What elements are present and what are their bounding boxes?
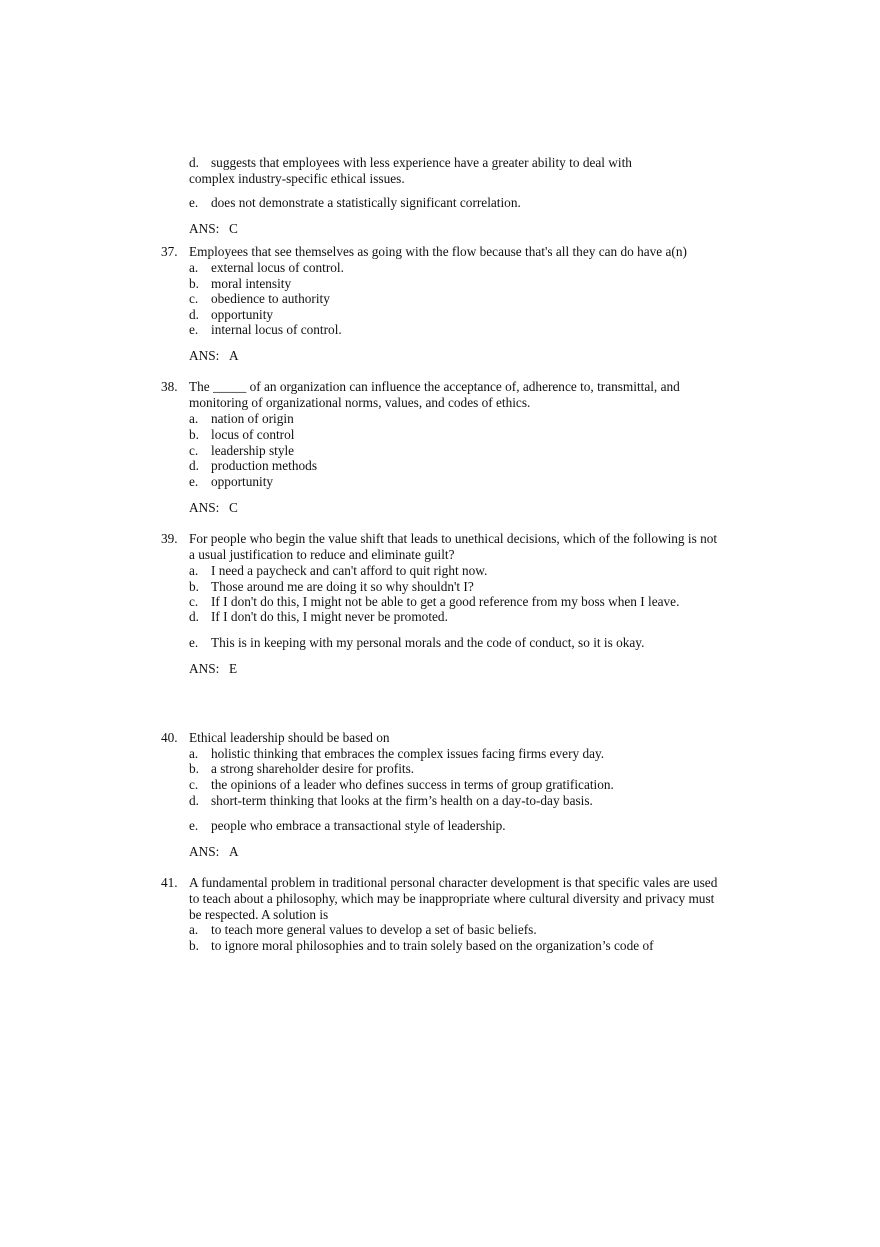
- option-text: suggests that employees with less experience have a greater ability to deal with: [211, 155, 632, 170]
- option-letter: e.: [189, 322, 199, 337]
- option-text: the opinions of a leader who defines success in terms of group gratification.: [211, 777, 614, 792]
- option-letter: e.: [189, 195, 199, 210]
- option-text: nation of origin: [211, 411, 294, 426]
- question-number: 37.: [161, 244, 178, 259]
- option-text: If I don't do this, I might never be promoted.: [211, 609, 448, 624]
- answer-value: C: [229, 221, 238, 236]
- option-letter: a.: [189, 563, 199, 578]
- option-letter: b.: [189, 579, 199, 594]
- option-letter: e.: [189, 635, 199, 650]
- option-letter: b.: [189, 276, 199, 291]
- option-letter: c.: [189, 777, 199, 792]
- question-stem: A fundamental problem in traditional personal character development is that specific vales are used: [189, 875, 718, 890]
- question-stem-continued: monitoring of organizational norms, values, and codes of ethics.: [189, 395, 531, 410]
- answer-value: E: [229, 661, 238, 676]
- option-letter: a.: [189, 411, 199, 426]
- option-letter: d.: [189, 307, 199, 322]
- option-text: external locus of control.: [211, 260, 344, 275]
- question-stem-continued: be respected. A solution is: [189, 907, 329, 922]
- option-text: locus of control: [211, 427, 295, 442]
- question-stem-continued: to teach about a philosophy, which may be inappropriate where cultural diversity and privacy must: [189, 891, 715, 906]
- option-text: to teach more general values to develop a set of basic beliefs.: [211, 922, 537, 937]
- question-stem: Employees that see themselves as going with the flow because that's all they can do have a(n): [189, 244, 687, 259]
- option-letter: b.: [189, 427, 199, 442]
- question-number: 41.: [161, 875, 178, 890]
- option-text-continued: complex industry-specific ethical issues.: [189, 171, 405, 186]
- option-text: Those around me are doing it so why shouldn't I?: [211, 579, 474, 594]
- option-text: leadership style: [211, 443, 295, 458]
- option-text: holistic thinking that embraces the complex issues facing firms every day.: [211, 746, 605, 761]
- option-letter: a.: [189, 922, 199, 937]
- answer-label: ANS:: [189, 221, 220, 236]
- option-letter: b.: [189, 938, 199, 953]
- question-stem: Ethical leadership should be based on: [189, 730, 390, 745]
- option-text: If I don't do this, I might not be able to get a good reference from my boss when I leave.: [211, 594, 680, 609]
- answer-label: ANS:: [189, 348, 220, 363]
- option-letter: d.: [189, 458, 199, 473]
- option-letter: e.: [189, 818, 199, 833]
- option-text: production methods: [211, 458, 317, 473]
- option-text: opportunity: [211, 307, 274, 322]
- option-letter: c.: [189, 443, 199, 458]
- answer-label: ANS:: [189, 500, 220, 515]
- option-text: to ignore moral philosophies and to train solely based on the organization’s code of: [211, 938, 654, 953]
- answer-value: A: [229, 348, 239, 363]
- option-letter: d.: [189, 155, 199, 170]
- question-stem-continued: a usual justification to reduce and eliminate guilt?: [189, 547, 455, 562]
- option-text: short-term thinking that looks at the firm’s health on a day-to-day basis.: [211, 793, 593, 808]
- option-letter: a.: [189, 260, 199, 275]
- option-letter: b.: [189, 761, 199, 776]
- option-letter: c.: [189, 594, 199, 609]
- question-number: 38.: [161, 379, 178, 394]
- question-stem: The _____ of an organization can influence the acceptance of, adherence to, transmittal, and: [189, 379, 680, 394]
- option-text: I need a paycheck and can't afford to quit right now.: [211, 563, 488, 578]
- question-number: 39.: [161, 531, 178, 546]
- option-text: internal locus of control.: [211, 322, 342, 337]
- option-text: does not demonstrate a statistically significant correlation.: [211, 195, 521, 210]
- option-letter: e.: [189, 474, 199, 489]
- option-letter: c.: [189, 291, 199, 306]
- option-letter: d.: [189, 793, 199, 808]
- option-text: obedience to authority: [211, 291, 330, 306]
- option-letter: a.: [189, 746, 199, 761]
- question-stem: For people who begin the value shift that leads to unethical decisions, which of the following is not: [189, 531, 718, 546]
- option-text: moral intensity: [211, 276, 292, 291]
- answer-value: C: [229, 500, 238, 515]
- answer-label: ANS:: [189, 661, 220, 676]
- option-letter: d.: [189, 609, 199, 624]
- option-text: This is in keeping with my personal morals and the code of conduct, so it is okay.: [211, 635, 645, 650]
- option-text: a strong shareholder desire for profits.: [211, 761, 415, 776]
- answer-label: ANS:: [189, 844, 220, 859]
- question-number: 40.: [161, 730, 178, 745]
- option-text: people who embrace a transactional style of leadership.: [211, 818, 506, 833]
- answer-value: A: [229, 844, 239, 859]
- option-text: opportunity: [211, 474, 274, 489]
